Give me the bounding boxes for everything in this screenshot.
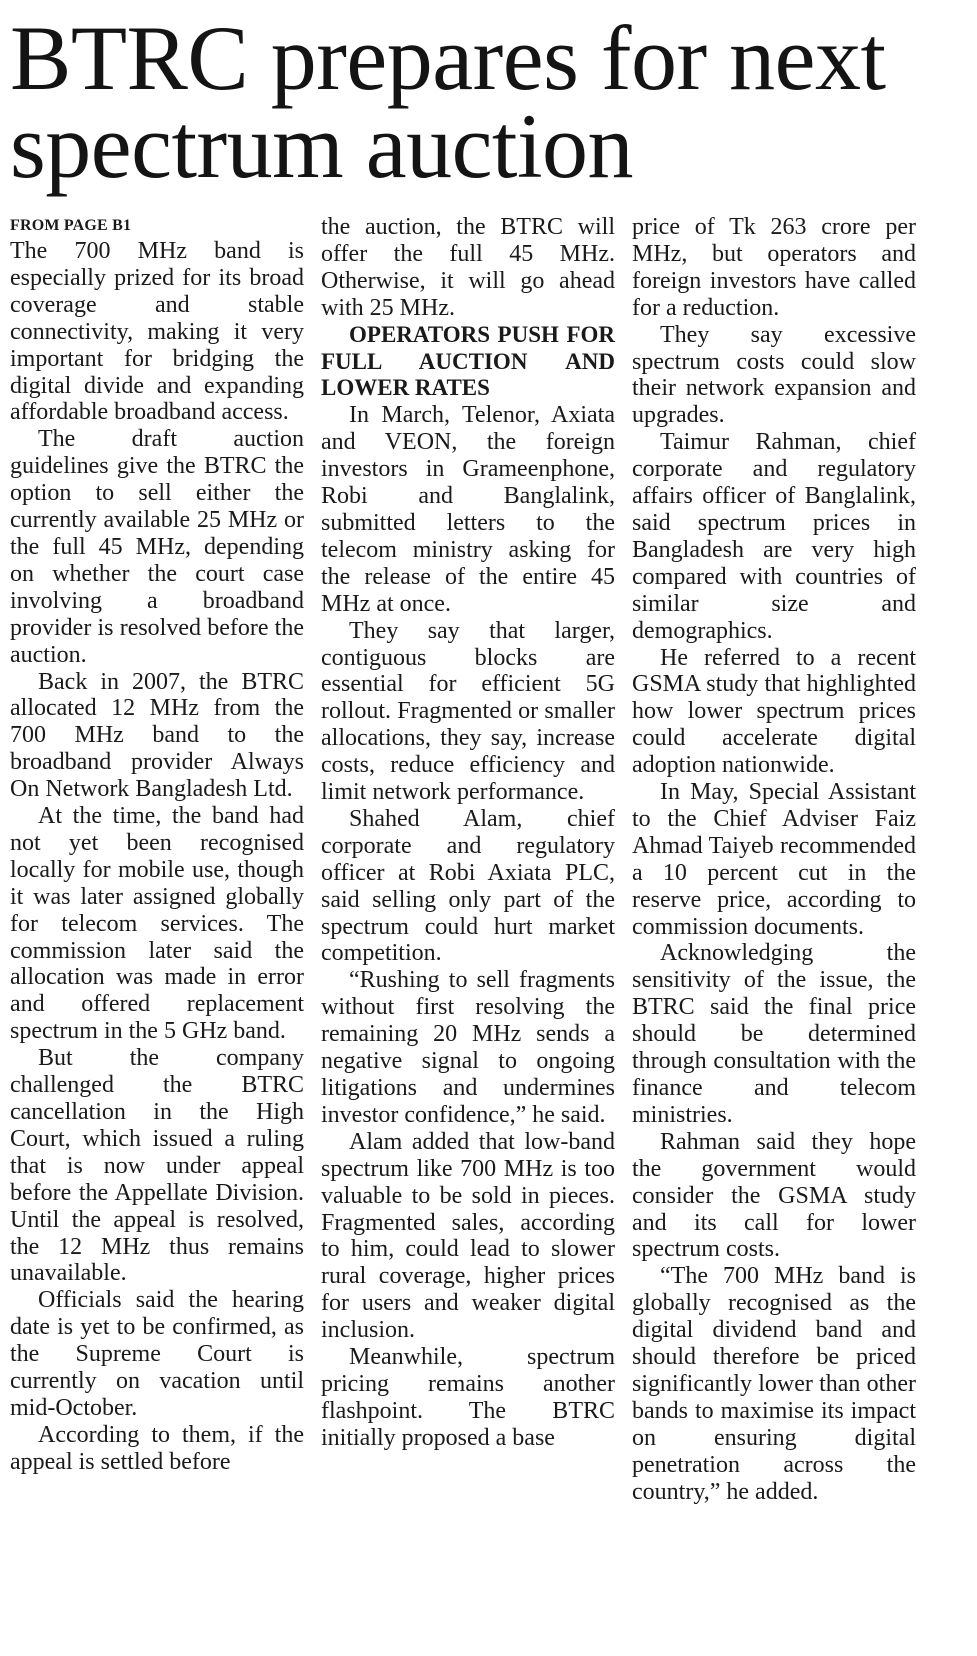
paragraph: According to them, if the appeal is settled before [10,1421,304,1475]
paragraph: They say that larger, contiguous blocks are essential for efficient 5G rollout. Fragmented or smaller allocations, they say, increase costs, reduce efficiency and limit network performance. [321,617,615,806]
paragraph: He referred to a recent GSMA study that highlighted how lower spectrum prices could accelerate digital adoption nationwide. [632,644,916,779]
paragraph: Shahed Alam, chief corporate and regulatory officer at Robi Axiata PLC, said selling only part of the spectrum could hurt market competition. [321,805,615,967]
paragraph: They say excessive spectrum costs could slow their network expansion and upgrades. [632,321,916,429]
paragraph: “Rushing to sell fragments without first resolving the remaining 20 MHz sends a negative signal to ongoing litigations and undermines investor confidence,” he said. [321,967,615,1128]
headline: BTRC prepares for next spectrum auction [10,7,886,197]
paragraph: In May, Special Assistant to the Chief Adviser Faiz Ahmad Taiyeb recommended a 10 percent cut in the reserve price, according to commission documents. [632,779,916,940]
paragraph: Alam added that low-band spectrum like 700 MHz is too valuable to be sold in pieces. Fragmented sales, according to him, could lead to slower rural coverage, higher prices for users and weaker digital inclusion. [321,1128,615,1344]
paragraph: Acknowledging the sensitivity of the issue, the BTRC said the final price should be determined through consultation with the finance and telecom ministries. [632,940,916,1128]
paragraph: Meanwhile, spectrum pricing remains another flashpoint. The BTRC initially proposed a base [321,1344,615,1451]
subheading: OPERATORS PUSH FOR FULL AUCTION AND LOWER RATES [321,321,615,401]
paragraph-continued: price of Tk 263 crore per MHz, but operators and foreign investors have called for a reduction. [632,214,916,321]
paragraph: The draft auction guidelines give the BTRC the option to sell either the currently available 25 MHz or the full 45 MHz, depending on whether the court case involving a broadband provider is resolved before the auction. [10,426,304,668]
kicker: FROM PAGE B1 [10,217,132,234]
paragraph: Rahman said they hope the government would consider the GSMA study and its call for lower spectrum costs. [632,1128,916,1263]
paragraph: At the time, the band had not yet been recognised locally for mobile use, though it was later assigned globally for telecom services. The commission later said the allocation was made in error and offered replacement spectrum in the 5 GHz band. [10,803,304,1045]
paragraph: The 700 MHz band is especially prized for its broad coverage and stable connectivity, making it very important for bridging the digital divide and expanding affordable broadband access. [10,238,304,426]
paragraph-continued: the auction, the BTRC will offer the full 45 MHz. Otherwise, it will go ahead with 25 MHz. [321,214,615,321]
paragraph: In March, Telenor, Axiata and VEON, the foreign investors in Grameenphone, Robi and Banglalink, submitted letters to the telecom ministry asking for the release of the entire 45 MHz at once. [321,402,615,617]
column-2 [321,214,615,1452]
paragraph: Taimur Rahman, chief corporate and regulatory affairs officer of Banglalink, said spectrum prices in Bangladesh are very high compared with countries of similar size and demographics. [632,429,916,644]
paragraph: Officials said the hearing date is yet to be confirmed, as the Supreme Court is currently on vacation until mid-October. [10,1287,304,1421]
column-1 [10,214,304,1476]
paragraph: Back in 2007, the BTRC allocated 12 MHz from the 700 MHz band to the broadband provider Always On Network Bangladesh Ltd. [10,668,304,803]
column-3 [632,214,916,1506]
paragraph: “The 700 MHz band is globally recognised as the digital dividend band and should therefore be priced significantly lower than other bands to maximise its impact on ensuring digital penetration across the country,” he added. [632,1263,916,1505]
paragraph: But the company challenged the BTRC cancellation in the High Court, which issued a ruling that is now under appeal before the Appellate Division. Until the appeal is resolved, the 12 MHz thus remains unavailable. [10,1045,304,1287]
